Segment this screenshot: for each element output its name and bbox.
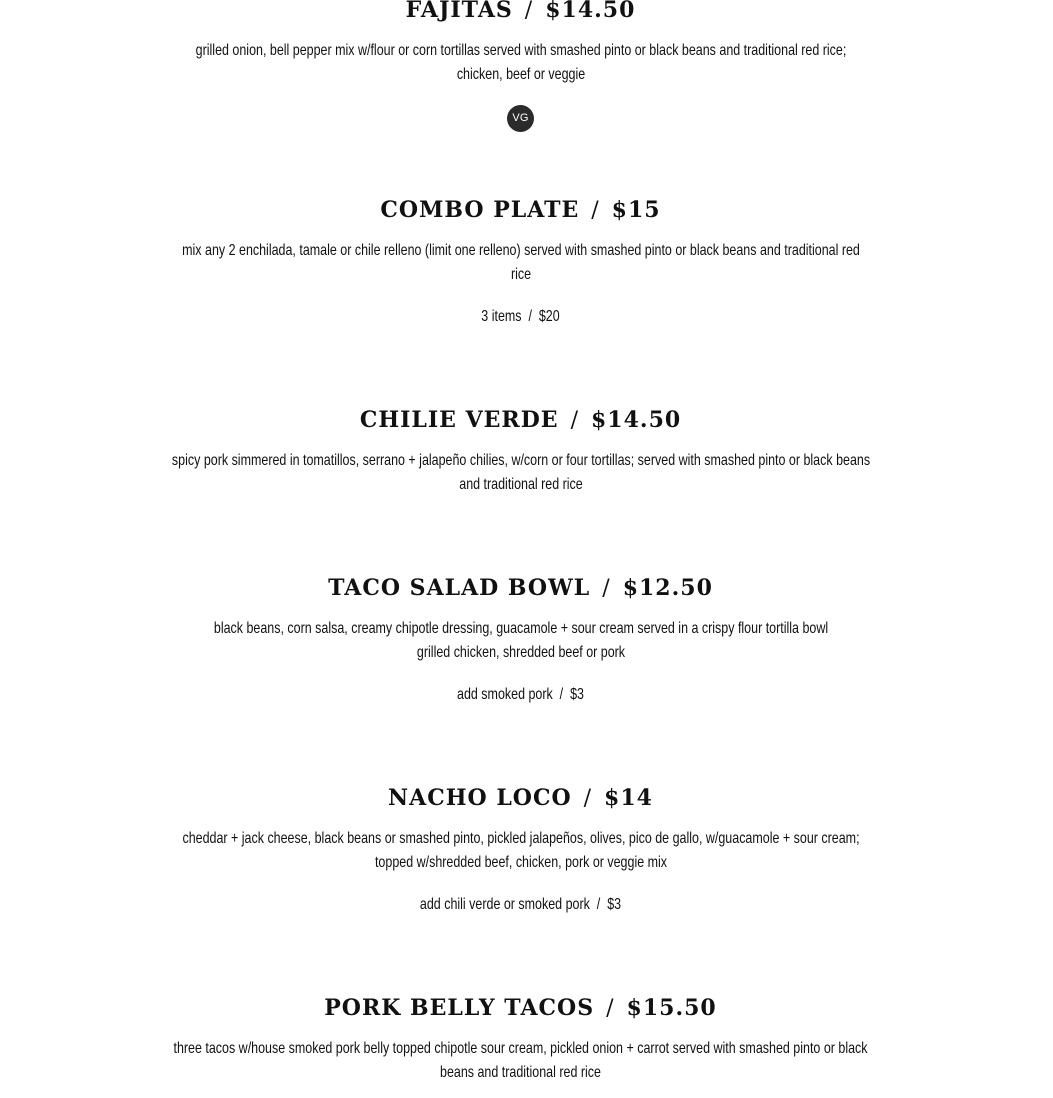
item-title [0,198,1041,223]
menu-item-fajitas [0,0,1041,132]
item-description-line: black beans, corn salsa, creamy chipotle dressing, guacamole + sour cream served in a crispy flour tortilla bowl [213,620,828,637]
menu-item-taco-salad-bowl [0,576,1041,707]
vegetarian-badge: VG [507,105,534,132]
item-description: three tacos w/house smoked pork belly topped chipotle sour cream, pickled onion + carrot served with smashed pinto or black beans and traditional red rice [173,1040,868,1081]
item-title [0,408,1041,433]
item-extra-option: 3 items / $20 [481,308,560,325]
item-title [0,786,1041,811]
price-separator: / [606,996,615,1021]
item-description: spicy pork simmered in tomatillos, serrano + jalapeño chilies, w/corn or four tortillas; served with smashed pinto or black beans and traditional red rice [171,452,870,493]
item-description: mix any 2 enchilada, tamale or chile relleno (limit one relleno) served with smashed pinto or black beans and traditional red rice [181,242,860,283]
item-name: NACHO LOCO [388,785,572,811]
price-separator: / [591,198,600,223]
item-title [0,0,1041,23]
menu-item-nacho-loco [0,786,1041,917]
item-extra-option: add chili verde or smoked pork / $3 [419,896,622,913]
item-price: $14 [604,785,653,811]
item-extra-option: add smoked pork / $3 [457,686,584,703]
menu-item-chilie-verde [0,408,1041,497]
item-description-line: grilled chicken, shredded beef or pork [416,644,625,661]
item-name: COMBO PLATE [380,197,580,223]
item-name: FAJITAS [405,0,513,23]
price-separator: / [524,0,534,23]
item-name: TACO SALAD BOWL [328,575,591,601]
item-price: $14.50 [545,0,636,23]
item-price: $12.50 [622,575,713,601]
item-name: CHILIE VERDE [359,407,559,433]
menu-item-pork-belly-tacos [0,996,1041,1085]
price-separator: / [583,786,593,811]
item-title [0,996,1041,1021]
item-description: cheddar + jack cheese, black beans or smashed pinto, pickled jalapeños, olives, pico de gallo, w/guacamole + sour cream; topped w/shredded beef, chicken, pork or veggie mix [181,830,860,871]
price-separator: / [570,408,579,433]
item-price: $15 [611,197,661,223]
item-price: $14.50 [590,407,682,433]
menu-item-combo-plate [0,198,1041,329]
price-separator: / [602,576,611,601]
item-name: PORK BELLY TACOS [324,995,595,1021]
item-description: grilled onion, bell pepper mix w/flour or corn tortillas served with smashed pinto or black beans and traditional red rice; chicken, beef or veggie [195,42,846,83]
item-title [0,576,1041,601]
item-price: $15.50 [626,995,717,1021]
